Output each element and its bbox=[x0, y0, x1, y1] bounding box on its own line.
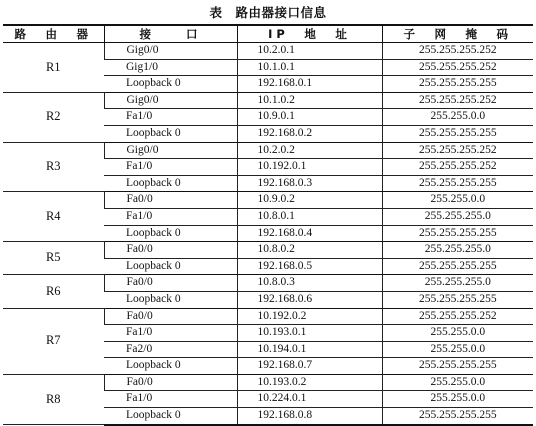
interface-cell: Fa1/0 bbox=[104, 325, 237, 342]
subnet-mask-cell: 255.255.255.255 bbox=[382, 175, 533, 192]
subnet-mask-cell: 255.255.255.255 bbox=[382, 291, 533, 308]
table-body bbox=[3, 43, 533, 425]
router-name-cell: R5 bbox=[3, 242, 104, 275]
subnet-mask-cell: 255.255.0.0 bbox=[382, 374, 533, 391]
subnet-mask-cell: 255.255.255.255 bbox=[382, 225, 533, 242]
table-row bbox=[3, 43, 533, 60]
ip-address-cell: 10.1.0.2 bbox=[237, 92, 382, 109]
table-row bbox=[3, 275, 533, 292]
interface-cell: Loopback 0 bbox=[104, 291, 237, 308]
header-router: 路 由 器 bbox=[3, 25, 104, 43]
subnet-mask-cell: 255.255.255.255 bbox=[382, 358, 533, 375]
subnet-mask-cell: 255.255.255.252 bbox=[382, 92, 533, 109]
ip-address-cell: 192.168.0.6 bbox=[237, 291, 382, 308]
interface-cell: Loopback 0 bbox=[104, 125, 237, 142]
router-name-cell: R8 bbox=[3, 374, 104, 424]
subnet-mask-cell: 255.255.255.252 bbox=[382, 308, 533, 325]
subnet-mask-cell: 255.255.255.0 bbox=[382, 242, 533, 259]
subnet-mask-cell: 255.255.255.255 bbox=[382, 408, 533, 425]
ip-address-cell: 192.168.0.8 bbox=[237, 408, 382, 425]
subnet-mask-cell: 255.255.0.0 bbox=[382, 192, 533, 209]
subnet-mask-cell: 255.255.255.255 bbox=[382, 125, 533, 142]
subnet-mask-cell: 255.255.255.252 bbox=[382, 59, 533, 76]
interface-cell: Fa0/0 bbox=[104, 374, 237, 391]
ip-address-cell: 10.8.0.1 bbox=[237, 208, 382, 225]
interface-cell: Fa1/0 bbox=[104, 109, 237, 126]
ip-address-cell: 10.194.0.1 bbox=[237, 341, 382, 358]
ip-address-cell: 192.168.0.3 bbox=[237, 175, 382, 192]
ip-address-cell: 10.192.0.2 bbox=[237, 308, 382, 325]
interface-cell: Fa1/0 bbox=[104, 208, 237, 225]
table-row bbox=[3, 374, 533, 391]
table-title: 表 路由器接口信息 bbox=[209, 5, 327, 20]
interface-cell: Fa0/0 bbox=[104, 308, 237, 325]
interface-cell: Fa2/0 bbox=[104, 341, 237, 358]
router-interface-table bbox=[3, 24, 533, 426]
ip-address-cell: 10.8.0.3 bbox=[237, 275, 382, 292]
subnet-mask-cell: 255.255.255.0 bbox=[382, 208, 533, 225]
router-name-cell: R4 bbox=[3, 192, 104, 242]
interface-cell: Fa0/0 bbox=[104, 192, 237, 209]
interface-cell: Loopback 0 bbox=[104, 408, 237, 425]
ip-address-cell: 10.1.0.1 bbox=[237, 59, 382, 76]
table-row bbox=[3, 192, 533, 209]
subnet-mask-cell: 255.255.255.0 bbox=[382, 275, 533, 292]
subnet-mask-cell: 255.255.255.255 bbox=[382, 76, 533, 93]
ip-address-cell: 192.168.0.4 bbox=[237, 225, 382, 242]
router-name-cell: R3 bbox=[3, 142, 104, 192]
subnet-mask-cell: 255.255.255.252 bbox=[382, 159, 533, 176]
ip-address-cell: 192.168.0.2 bbox=[237, 125, 382, 142]
ip-address-cell: 10.193.0.1 bbox=[237, 325, 382, 342]
ip-address-cell: 10.2.0.2 bbox=[237, 142, 382, 159]
router-name-cell: R1 bbox=[3, 43, 104, 93]
ip-address-cell: 10.192.0.1 bbox=[237, 159, 382, 176]
subnet-mask-cell: 255.255.255.252 bbox=[382, 43, 533, 60]
table-header bbox=[3, 25, 533, 43]
interface-cell: Gig0/0 bbox=[104, 92, 237, 109]
ip-address-cell: 192.168.0.1 bbox=[237, 76, 382, 93]
interface-cell: Loopback 0 bbox=[104, 258, 237, 275]
ip-address-cell: 10.9.0.1 bbox=[237, 109, 382, 126]
header-row bbox=[3, 25, 533, 43]
interface-cell: Fa0/0 bbox=[104, 242, 237, 259]
subnet-mask-cell: 255.255.0.0 bbox=[382, 325, 533, 342]
interface-cell: Fa0/0 bbox=[104, 275, 237, 292]
interface-cell: Fa1/0 bbox=[104, 391, 237, 408]
ip-address-cell: 10.224.0.1 bbox=[237, 391, 382, 408]
interface-cell: Loopback 0 bbox=[104, 225, 237, 242]
header-ip-address: IP 地 址 bbox=[237, 25, 382, 43]
router-name-cell: R7 bbox=[3, 308, 104, 374]
ip-address-cell: 192.168.0.7 bbox=[237, 358, 382, 375]
table-row bbox=[3, 142, 533, 159]
interface-cell: Gig0/0 bbox=[104, 142, 237, 159]
header-subnet-mask: 子 网 掩 码 bbox=[382, 25, 533, 43]
header-interface: 接 口 bbox=[104, 25, 237, 43]
subnet-mask-cell: 255.255.0.0 bbox=[382, 391, 533, 408]
table-row bbox=[3, 92, 533, 109]
ip-address-cell: 10.193.0.2 bbox=[237, 374, 382, 391]
interface-cell: Gig1/0 bbox=[104, 59, 237, 76]
ip-address-cell: 10.2.0.1 bbox=[237, 43, 382, 60]
router-name-cell: R6 bbox=[3, 275, 104, 308]
router-name-cell: R2 bbox=[3, 92, 104, 142]
subnet-mask-cell: 255.255.0.0 bbox=[382, 109, 533, 126]
ip-address-cell: 10.9.0.2 bbox=[237, 192, 382, 209]
interface-cell: Loopback 0 bbox=[104, 76, 237, 93]
interface-cell: Fa1/0 bbox=[104, 159, 237, 176]
interface-cell: Loopback 0 bbox=[104, 175, 237, 192]
table-row bbox=[3, 242, 533, 259]
ip-address-cell: 192.168.0.5 bbox=[237, 258, 382, 275]
interface-cell: Gig0/0 bbox=[104, 43, 237, 60]
interface-cell: Loopback 0 bbox=[104, 358, 237, 375]
ip-address-cell: 10.8.0.2 bbox=[237, 242, 382, 259]
subnet-mask-cell: 255.255.255.252 bbox=[382, 142, 533, 159]
subnet-mask-cell: 255.255.0.0 bbox=[382, 341, 533, 358]
subnet-mask-cell: 255.255.255.255 bbox=[382, 258, 533, 275]
table-row bbox=[3, 308, 533, 325]
